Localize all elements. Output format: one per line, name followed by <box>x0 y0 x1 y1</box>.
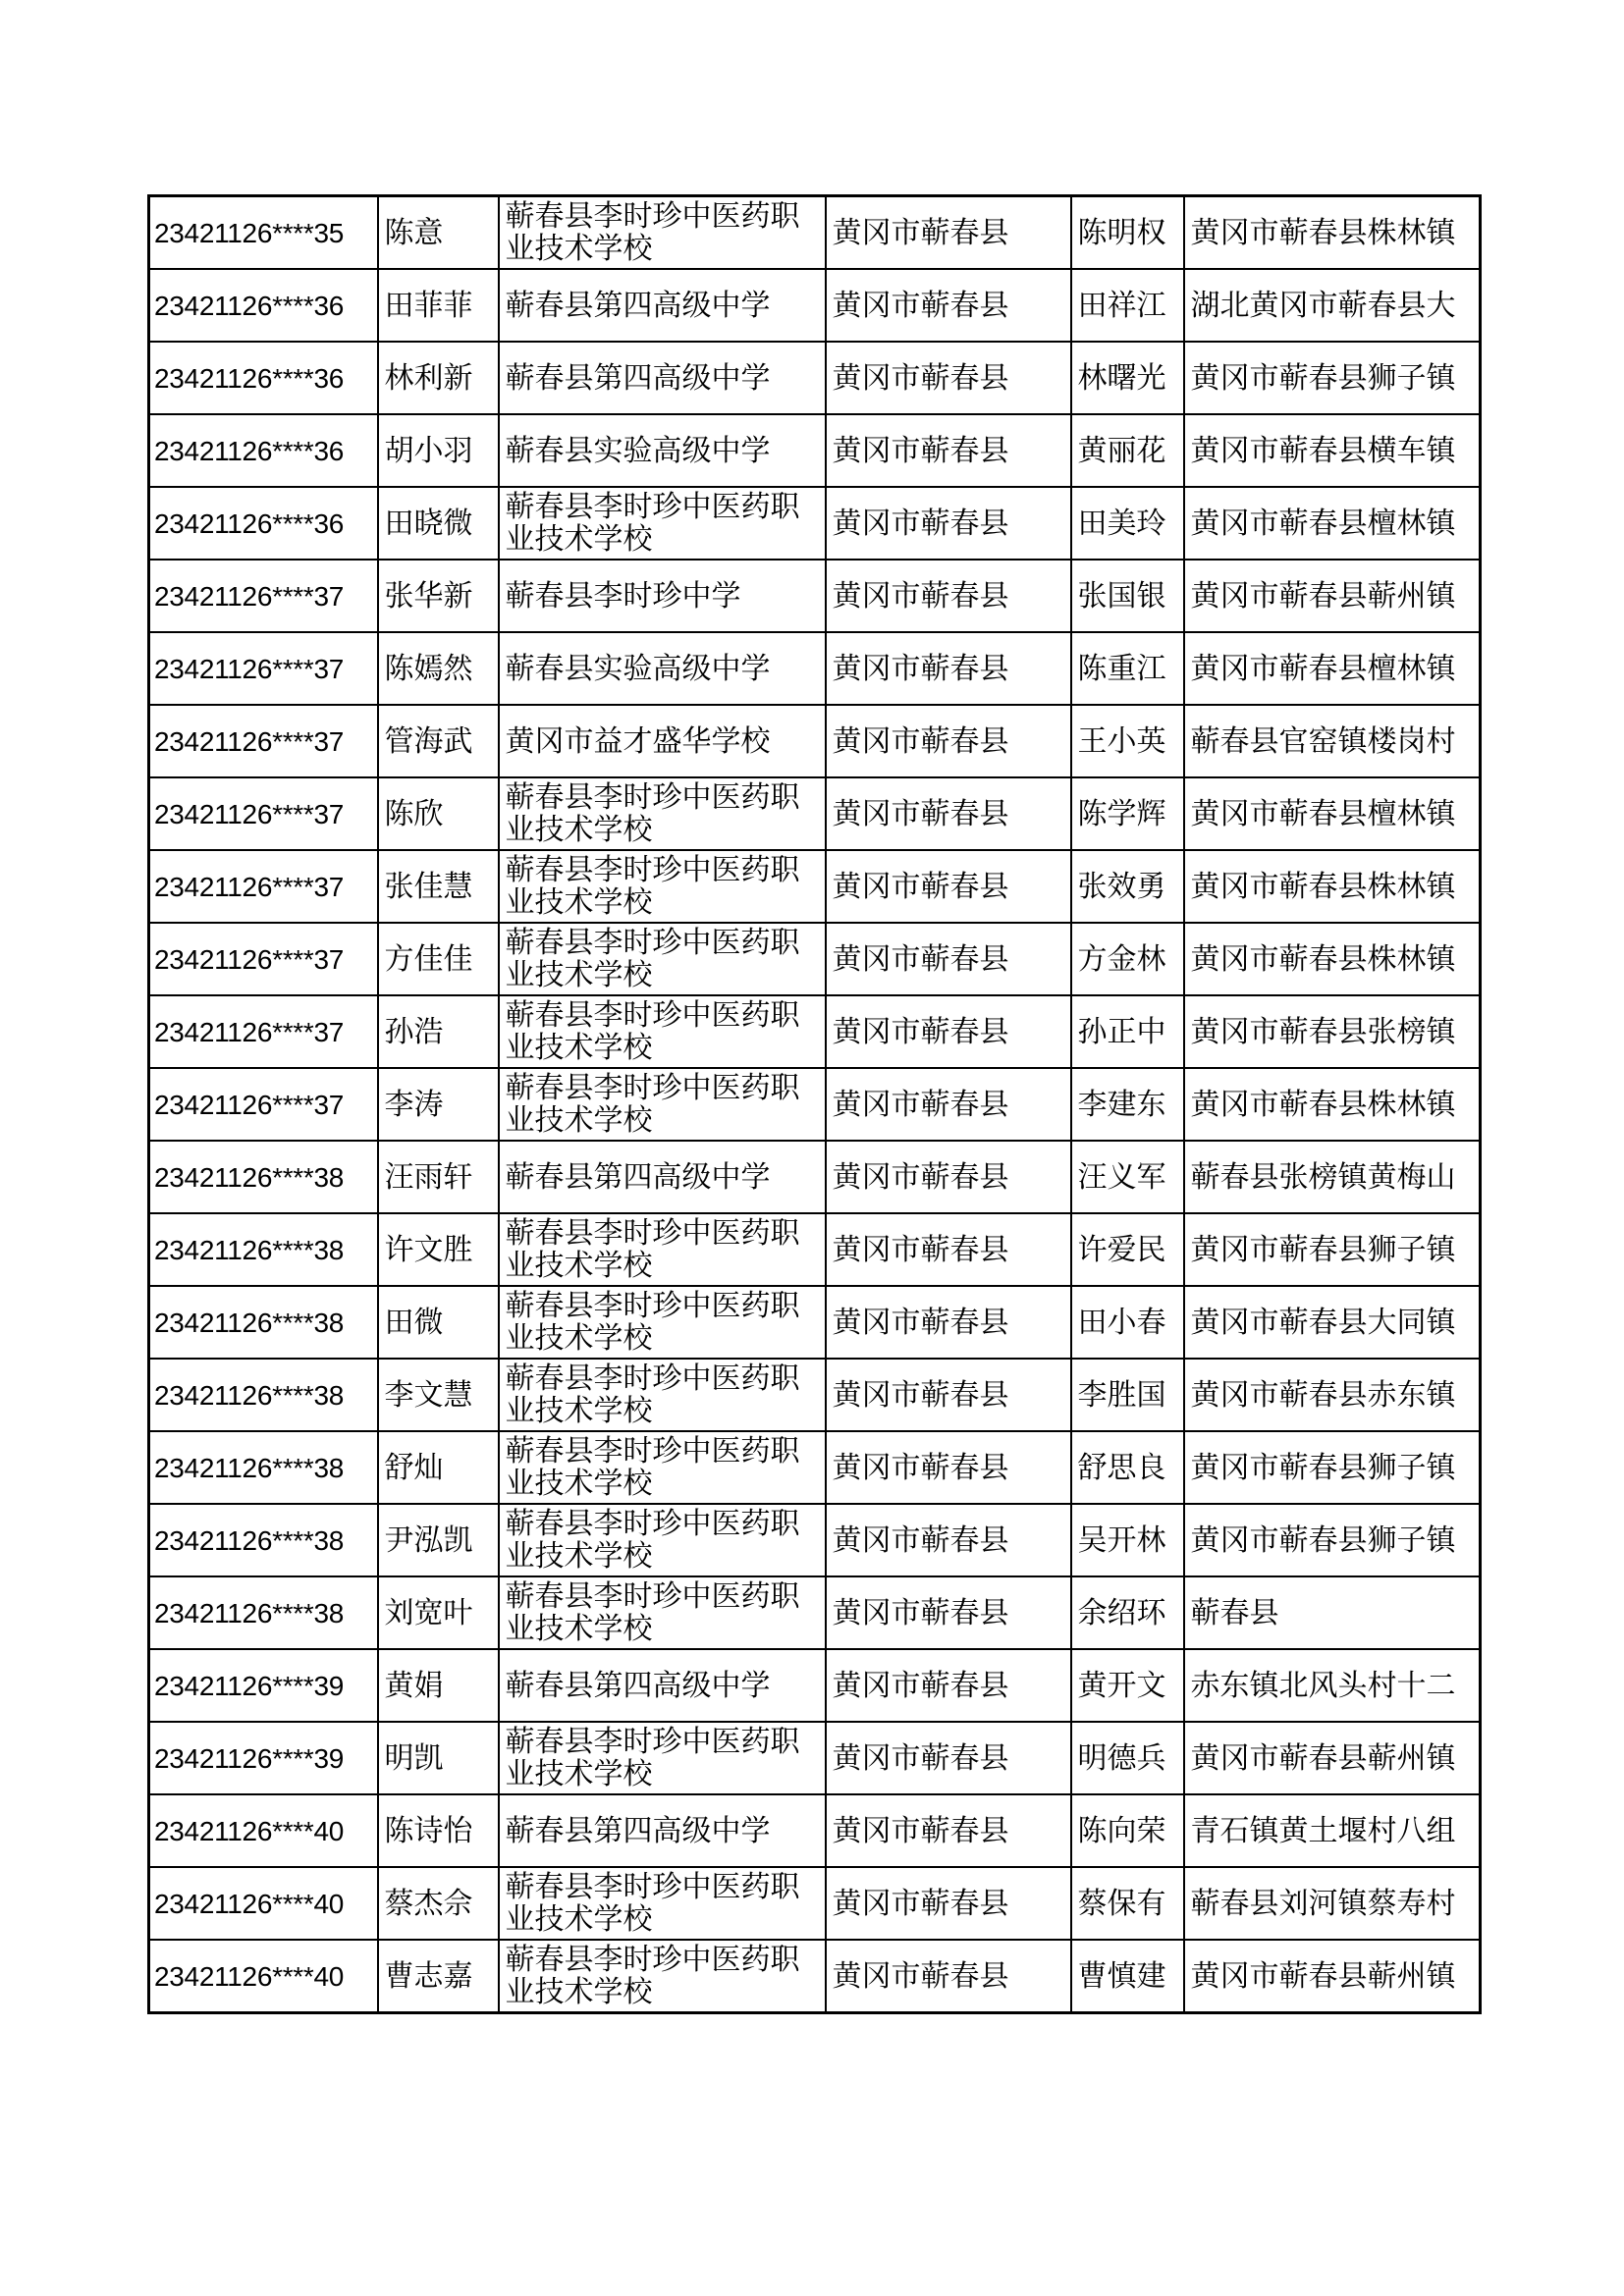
student-id-cell: 23421126****38 <box>149 1359 378 1431</box>
table-row <box>149 414 1481 487</box>
address-cell: 黄冈市蕲春县株林镇 <box>1184 1068 1481 1141</box>
address-cell: 黄冈市蕲春县檀林镇 <box>1184 487 1481 560</box>
roster-table <box>147 194 1482 2014</box>
address-cell: 蕲春县 <box>1184 1576 1481 1649</box>
address-cell: 赤东镇北风头村十二 <box>1184 1649 1481 1722</box>
region-cell: 黄冈市蕲春县 <box>826 1431 1071 1504</box>
address-cell: 黄冈市蕲春县蕲州镇 <box>1184 560 1481 632</box>
student-id-cell: 23421126****39 <box>149 1649 378 1722</box>
school-cell: 蕲春县李时珍中医药职业技术学校 <box>499 1867 826 1940</box>
school-cell: 蕲春县实验高级中学 <box>499 632 826 705</box>
school-cell: 蕲春县李时珍中医药职业技术学校 <box>499 777 826 850</box>
school-cell: 蕲春县第四高级中学 <box>499 1794 826 1867</box>
table-row <box>149 1867 1481 1940</box>
region-cell: 黄冈市蕲春县 <box>826 1359 1071 1431</box>
table-row <box>149 1722 1481 1794</box>
school-cell: 蕲春县李时珍中医药职业技术学校 <box>499 1359 826 1431</box>
student-name-cell: 尹泓凯 <box>378 1504 499 1576</box>
region-cell: 黄冈市蕲春县 <box>826 1213 1071 1286</box>
address-cell: 黄冈市蕲春县檀林镇 <box>1184 632 1481 705</box>
guardian-name-cell: 张效勇 <box>1071 850 1184 923</box>
table-row <box>149 342 1481 414</box>
guardian-name-cell: 陈学辉 <box>1071 777 1184 850</box>
region-cell: 黄冈市蕲春县 <box>826 1940 1071 2013</box>
table-row <box>149 850 1481 923</box>
student-name-cell: 林利新 <box>378 342 499 414</box>
address-cell: 湖北黄冈市蕲春县大 <box>1184 269 1481 342</box>
address-cell: 黄冈市蕲春县蕲州镇 <box>1184 1940 1481 2013</box>
student-id-cell: 23421126****37 <box>149 850 378 923</box>
table-row <box>149 196 1481 270</box>
table-row <box>149 487 1481 560</box>
region-cell: 黄冈市蕲春县 <box>826 777 1071 850</box>
guardian-name-cell: 明德兵 <box>1071 1722 1184 1794</box>
school-cell: 蕲春县李时珍中医药职业技术学校 <box>499 1431 826 1504</box>
address-cell: 黄冈市蕲春县狮子镇 <box>1184 1213 1481 1286</box>
student-name-cell: 陈诗怡 <box>378 1794 499 1867</box>
address-cell: 黄冈市蕲春县张榜镇 <box>1184 995 1481 1068</box>
student-name-cell: 舒灿 <box>378 1431 499 1504</box>
school-cell: 蕲春县李时珍中医药职业技术学校 <box>499 850 826 923</box>
student-id-cell: 23421126****36 <box>149 414 378 487</box>
address-cell: 黄冈市蕲春县大同镇 <box>1184 1286 1481 1359</box>
guardian-name-cell: 吴开林 <box>1071 1504 1184 1576</box>
student-name-cell: 张华新 <box>378 560 499 632</box>
roster-body <box>149 196 1481 2013</box>
student-name-cell: 胡小羽 <box>378 414 499 487</box>
student-id-cell: 23421126****38 <box>149 1504 378 1576</box>
table-row <box>149 1359 1481 1431</box>
student-name-cell: 陈意 <box>378 196 499 270</box>
table-row <box>149 1504 1481 1576</box>
table-row <box>149 1213 1481 1286</box>
student-id-cell: 23421126****36 <box>149 342 378 414</box>
student-id-cell: 23421126****38 <box>149 1286 378 1359</box>
student-name-cell: 张佳慧 <box>378 850 499 923</box>
student-id-cell: 23421126****38 <box>149 1141 378 1213</box>
school-cell: 蕲春县实验高级中学 <box>499 414 826 487</box>
student-name-cell: 刘宽叶 <box>378 1576 499 1649</box>
region-cell: 黄冈市蕲春县 <box>826 1722 1071 1794</box>
student-id-cell: 23421126****40 <box>149 1794 378 1867</box>
region-cell: 黄冈市蕲春县 <box>826 487 1071 560</box>
address-cell: 黄冈市蕲春县株林镇 <box>1184 850 1481 923</box>
student-name-cell: 田菲菲 <box>378 269 499 342</box>
student-id-cell: 23421126****38 <box>149 1576 378 1649</box>
student-name-cell: 陈欣 <box>378 777 499 850</box>
region-cell: 黄冈市蕲春县 <box>826 995 1071 1068</box>
region-cell: 黄冈市蕲春县 <box>826 196 1071 270</box>
region-cell: 黄冈市蕲春县 <box>826 342 1071 414</box>
student-name-cell: 蔡杰佘 <box>378 1867 499 1940</box>
student-name-cell: 田微 <box>378 1286 499 1359</box>
region-cell: 黄冈市蕲春县 <box>826 632 1071 705</box>
student-name-cell: 管海武 <box>378 705 499 777</box>
table-row <box>149 1286 1481 1359</box>
region-cell: 黄冈市蕲春县 <box>826 850 1071 923</box>
school-cell: 蕲春县李时珍中医药职业技术学校 <box>499 1213 826 1286</box>
school-cell: 黄冈市益才盛华学校 <box>499 705 826 777</box>
student-id-cell: 23421126****37 <box>149 560 378 632</box>
region-cell: 黄冈市蕲春县 <box>826 1867 1071 1940</box>
school-cell: 蕲春县第四高级中学 <box>499 1649 826 1722</box>
region-cell: 黄冈市蕲春县 <box>826 1576 1071 1649</box>
student-id-cell: 23421126****36 <box>149 487 378 560</box>
address-cell: 蕲春县官窑镇楼岗村 <box>1184 705 1481 777</box>
table-row <box>149 923 1481 995</box>
student-name-cell: 许文胜 <box>378 1213 499 1286</box>
student-id-cell: 23421126****37 <box>149 1068 378 1141</box>
school-cell: 蕲春县李时珍中医药职业技术学校 <box>499 196 826 270</box>
guardian-name-cell: 余绍环 <box>1071 1576 1184 1649</box>
school-cell: 蕲春县第四高级中学 <box>499 1141 826 1213</box>
region-cell: 黄冈市蕲春县 <box>826 1504 1071 1576</box>
address-cell: 黄冈市蕲春县狮子镇 <box>1184 342 1481 414</box>
student-id-cell: 23421126****37 <box>149 923 378 995</box>
region-cell: 黄冈市蕲春县 <box>826 269 1071 342</box>
guardian-name-cell: 李建东 <box>1071 1068 1184 1141</box>
school-cell: 蕲春县李时珍中医药职业技术学校 <box>499 1068 826 1141</box>
guardian-name-cell: 舒思良 <box>1071 1431 1184 1504</box>
student-name-cell: 陈嫣然 <box>378 632 499 705</box>
student-id-cell: 23421126****37 <box>149 995 378 1068</box>
address-cell: 黄冈市蕲春县狮子镇 <box>1184 1504 1481 1576</box>
guardian-name-cell: 陈重江 <box>1071 632 1184 705</box>
address-cell: 青石镇黄土堰村八组 <box>1184 1794 1481 1867</box>
region-cell: 黄冈市蕲春县 <box>826 560 1071 632</box>
student-id-cell: 23421126****40 <box>149 1867 378 1940</box>
student-id-cell: 23421126****37 <box>149 777 378 850</box>
school-cell: 蕲春县李时珍中医药职业技术学校 <box>499 1576 826 1649</box>
student-id-cell: 23421126****40 <box>149 1940 378 2013</box>
student-id-cell: 23421126****38 <box>149 1431 378 1504</box>
school-cell: 蕲春县李时珍中学 <box>499 560 826 632</box>
school-cell: 蕲春县李时珍中医药职业技术学校 <box>499 995 826 1068</box>
student-name-cell: 李涛 <box>378 1068 499 1141</box>
student-id-cell: 23421126****38 <box>149 1213 378 1286</box>
address-cell: 蕲春县刘河镇蔡寿村 <box>1184 1867 1481 1940</box>
school-cell: 蕲春县李时珍中医药职业技术学校 <box>499 1286 826 1359</box>
region-cell: 黄冈市蕲春县 <box>826 705 1071 777</box>
guardian-name-cell: 汪义军 <box>1071 1141 1184 1213</box>
table-row <box>149 1431 1481 1504</box>
guardian-name-cell: 陈向荣 <box>1071 1794 1184 1867</box>
school-cell: 蕲春县李时珍中医药职业技术学校 <box>499 923 826 995</box>
address-cell: 黄冈市蕲春县檀林镇 <box>1184 777 1481 850</box>
guardian-name-cell: 田小春 <box>1071 1286 1184 1359</box>
school-cell: 蕲春县李时珍中医药职业技术学校 <box>499 1504 826 1576</box>
guardian-name-cell: 曹慎建 <box>1071 1940 1184 2013</box>
guardian-name-cell: 黄开文 <box>1071 1649 1184 1722</box>
region-cell: 黄冈市蕲春县 <box>826 1141 1071 1213</box>
table-row <box>149 777 1481 850</box>
table-row <box>149 1649 1481 1722</box>
table-row <box>149 269 1481 342</box>
school-cell: 蕲春县李时珍中医药职业技术学校 <box>499 1722 826 1794</box>
guardian-name-cell: 黄丽花 <box>1071 414 1184 487</box>
address-cell: 黄冈市蕲春县株林镇 <box>1184 923 1481 995</box>
table-row <box>149 995 1481 1068</box>
table-row <box>149 1068 1481 1141</box>
address-cell: 蕲春县张榜镇黄梅山 <box>1184 1141 1481 1213</box>
table-row <box>149 705 1481 777</box>
address-cell: 黄冈市蕲春县赤东镇 <box>1184 1359 1481 1431</box>
student-id-cell: 23421126****37 <box>149 705 378 777</box>
table-row <box>149 1940 1481 2013</box>
guardian-name-cell: 田祥江 <box>1071 269 1184 342</box>
address-cell: 黄冈市蕲春县横车镇 <box>1184 414 1481 487</box>
student-name-cell: 李文慧 <box>378 1359 499 1431</box>
school-cell: 蕲春县第四高级中学 <box>499 342 826 414</box>
table-row <box>149 632 1481 705</box>
table-row <box>149 1794 1481 1867</box>
student-id-cell: 23421126****35 <box>149 196 378 270</box>
region-cell: 黄冈市蕲春县 <box>826 923 1071 995</box>
student-name-cell: 田晓微 <box>378 487 499 560</box>
guardian-name-cell: 陈明权 <box>1071 196 1184 270</box>
guardian-name-cell: 王小英 <box>1071 705 1184 777</box>
guardian-name-cell: 林曙光 <box>1071 342 1184 414</box>
student-name-cell: 明凯 <box>378 1722 499 1794</box>
guardian-name-cell: 张国银 <box>1071 560 1184 632</box>
guardian-name-cell: 孙正中 <box>1071 995 1184 1068</box>
student-name-cell: 方佳佳 <box>378 923 499 995</box>
school-cell: 蕲春县李时珍中医药职业技术学校 <box>499 1940 826 2013</box>
student-id-cell: 23421126****36 <box>149 269 378 342</box>
table-row <box>149 560 1481 632</box>
table-row <box>149 1576 1481 1649</box>
school-cell: 蕲春县李时珍中医药职业技术学校 <box>499 487 826 560</box>
student-id-cell: 23421126****39 <box>149 1722 378 1794</box>
student-id-cell: 23421126****37 <box>149 632 378 705</box>
guardian-name-cell: 李胜国 <box>1071 1359 1184 1431</box>
region-cell: 黄冈市蕲春县 <box>826 1286 1071 1359</box>
table-row <box>149 1141 1481 1213</box>
student-name-cell: 孙浩 <box>378 995 499 1068</box>
address-cell: 黄冈市蕲春县株林镇 <box>1184 196 1481 270</box>
region-cell: 黄冈市蕲春县 <box>826 414 1071 487</box>
region-cell: 黄冈市蕲春县 <box>826 1068 1071 1141</box>
guardian-name-cell: 许爱民 <box>1071 1213 1184 1286</box>
region-cell: 黄冈市蕲春县 <box>826 1794 1071 1867</box>
region-cell: 黄冈市蕲春县 <box>826 1649 1071 1722</box>
guardian-name-cell: 方金林 <box>1071 923 1184 995</box>
address-cell: 黄冈市蕲春县蕲州镇 <box>1184 1722 1481 1794</box>
school-cell: 蕲春县第四高级中学 <box>499 269 826 342</box>
student-name-cell: 曹志嘉 <box>378 1940 499 2013</box>
address-cell: 黄冈市蕲春县狮子镇 <box>1184 1431 1481 1504</box>
guardian-name-cell: 蔡保有 <box>1071 1867 1184 1940</box>
student-name-cell: 汪雨轩 <box>378 1141 499 1213</box>
student-name-cell: 黄娟 <box>378 1649 499 1722</box>
guardian-name-cell: 田美玲 <box>1071 487 1184 560</box>
